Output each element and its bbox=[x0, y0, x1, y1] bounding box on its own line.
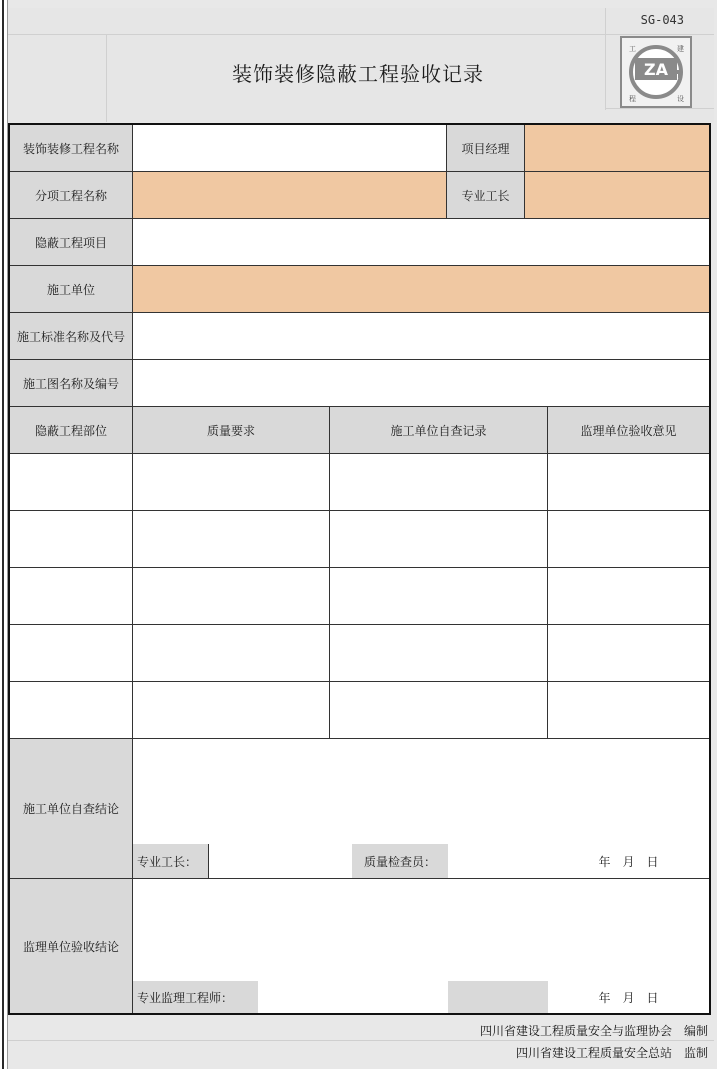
contractor-label: 施工单位 bbox=[10, 266, 133, 313]
standard-label: 施工标准名称及代号 bbox=[10, 313, 133, 360]
project-manager-input[interactable] bbox=[525, 125, 709, 172]
supervision-engineer-signature[interactable] bbox=[258, 981, 448, 1013]
self-check-inspector-signature[interactable] bbox=[448, 844, 548, 879]
foreman-input[interactable] bbox=[525, 172, 709, 219]
table-cell[interactable] bbox=[133, 682, 330, 739]
table-cell[interactable] bbox=[10, 568, 133, 625]
form-header bbox=[8, 8, 714, 122]
subitem-name-label: 分项工程名称 bbox=[10, 172, 133, 219]
self-check-conclusion-label: 施工单位自查结论 bbox=[10, 739, 133, 879]
project-manager-label: 项目经理 bbox=[447, 125, 525, 172]
contractor-input[interactable] bbox=[133, 266, 709, 313]
footer-supervised-by: 四川省建设工程质量安全总站 监制 bbox=[515, 1046, 708, 1060]
table-cell[interactable] bbox=[133, 454, 330, 511]
table-cell[interactable] bbox=[10, 511, 133, 568]
svg-text:工: 工 bbox=[629, 45, 636, 53]
table-cell[interactable] bbox=[330, 454, 548, 511]
table-cell[interactable] bbox=[548, 454, 709, 511]
hidden-item-input[interactable] bbox=[133, 219, 709, 266]
svg-text:设: 设 bbox=[677, 95, 684, 103]
supervision-blank-cell bbox=[448, 981, 548, 1013]
supervision-conclusion-input[interactable] bbox=[133, 879, 709, 981]
form-footer bbox=[8, 1016, 714, 1066]
self-check-inspector-label: 质量检查员： bbox=[352, 844, 448, 879]
association-logo bbox=[620, 36, 692, 108]
self-check-date[interactable]: 年 月 日 bbox=[548, 844, 709, 879]
project-name-label: 装饰装修工程名称 bbox=[10, 125, 133, 172]
drawing-input[interactable] bbox=[133, 360, 709, 407]
table-cell[interactable] bbox=[330, 568, 548, 625]
logo-emblem-icon bbox=[622, 38, 690, 106]
table-cell[interactable] bbox=[330, 682, 548, 739]
self-check-foreman-label: 专业工长： bbox=[133, 844, 209, 879]
footer-divider bbox=[8, 1040, 714, 1041]
table-cell[interactable] bbox=[548, 511, 709, 568]
table-cell[interactable] bbox=[133, 625, 330, 682]
header-divider bbox=[8, 34, 714, 35]
header-divider bbox=[106, 34, 107, 122]
supervision-date[interactable]: 年 月 日 bbox=[548, 981, 709, 1013]
subitem-name-input[interactable] bbox=[133, 172, 447, 219]
supervision-conclusion-label: 监理单位验收结论 bbox=[10, 879, 133, 1013]
drawing-label: 施工图名称及编号 bbox=[10, 360, 133, 407]
table-cell[interactable] bbox=[10, 454, 133, 511]
table-cell[interactable] bbox=[548, 568, 709, 625]
left-edge-border bbox=[0, 0, 8, 1069]
supervision-engineer-label: 专业监理工程师： bbox=[133, 981, 258, 1013]
column-header-self-check: 施工单位自查记录 bbox=[330, 407, 548, 454]
column-header-location: 隐蔽工程部位 bbox=[10, 407, 133, 454]
table-cell[interactable] bbox=[330, 511, 548, 568]
standard-input[interactable] bbox=[133, 313, 709, 360]
table-cell[interactable] bbox=[133, 511, 330, 568]
svg-text:程: 程 bbox=[629, 95, 636, 103]
self-check-foreman-signature[interactable] bbox=[209, 844, 352, 879]
table-cell[interactable] bbox=[548, 682, 709, 739]
page-title: 装饰装修隐蔽工程验收记录 bbox=[232, 62, 484, 86]
self-check-conclusion-input[interactable] bbox=[133, 739, 709, 844]
project-name-input[interactable] bbox=[133, 125, 447, 172]
foreman-label: 专业工长 bbox=[447, 172, 525, 219]
form-code: SG-043 bbox=[640, 13, 684, 27]
footer-compiled-by: 四川省建设工程质量安全与监理协会 编制 bbox=[479, 1024, 708, 1038]
hidden-item-label: 隐蔽工程项目 bbox=[10, 219, 133, 266]
column-header-quality: 质量要求 bbox=[133, 407, 330, 454]
table-cell[interactable] bbox=[10, 625, 133, 682]
table-cell[interactable] bbox=[548, 625, 709, 682]
svg-text:建: 建 bbox=[677, 45, 684, 53]
logo-text: ZA bbox=[644, 60, 668, 79]
table-cell[interactable] bbox=[10, 682, 133, 739]
acceptance-form-table bbox=[8, 123, 711, 1015]
table-cell[interactable] bbox=[330, 625, 548, 682]
column-header-supervision: 监理单位验收意见 bbox=[548, 407, 709, 454]
table-cell[interactable] bbox=[133, 568, 330, 625]
